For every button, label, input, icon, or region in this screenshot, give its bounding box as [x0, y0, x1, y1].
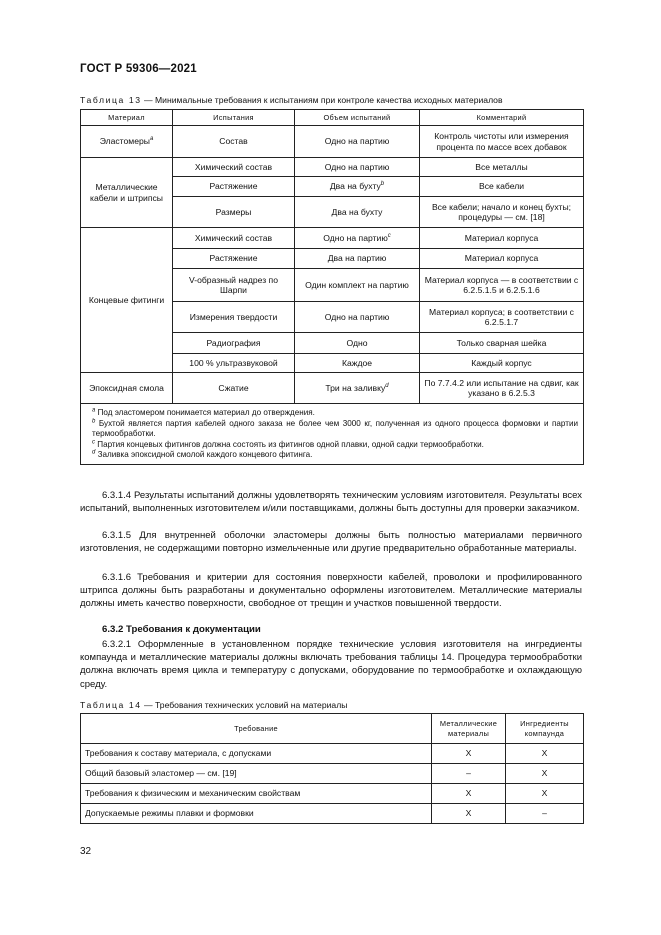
compound-cell: X — [506, 744, 584, 764]
volume-cell: Два на партию — [295, 249, 420, 269]
table14-label: Таблица 14 — [80, 700, 142, 710]
test-cell: Химический состав — [173, 228, 295, 249]
table-row — [81, 804, 584, 824]
table13-col-material: Материал — [81, 110, 173, 126]
material-cell: Эластомеры$^a$ — [81, 126, 173, 158]
table13-col-test: Испытания — [173, 110, 295, 126]
page-number: 32 — [80, 846, 92, 857]
table-row — [81, 764, 584, 784]
volume-cell: Одно на партию — [295, 302, 420, 333]
section-heading-6-3-2: 6.3.2 Требования к документации — [102, 624, 261, 635]
comment-cell: Материал корпуса — в соответствии с 6.2.5.1.5 и 6.2.5.1.6 — [420, 269, 584, 302]
compound-cell: X — [506, 764, 584, 784]
table-row — [81, 158, 584, 177]
paragraph-6-3-1-5: 6.3.1.5 Для внутренней оболочки эластомеры должны быть полностью материалами первичного изготовления, не содержащими повторно измельченные или другие предварительно обработанные материалы. — [80, 530, 582, 555]
table13-footnotes-row — [81, 404, 584, 465]
volume-cell: Один комплект на партию — [295, 269, 420, 302]
table13-footnotes — [81, 404, 584, 465]
table13-label: Таблица 13 — [80, 95, 142, 105]
table-row — [81, 784, 584, 804]
volume-cell: Одно на партию — [295, 126, 420, 158]
requirement-cell: Требования к физическим и механическим свойствам — [81, 784, 432, 804]
table-row — [81, 744, 584, 764]
paragraph-6-3-1-6: 6.3.1.6 Требования и критерии для состояния поверхности кабелей, проволоки и профилированного штрипса должны быть разработаны и документально оформлены изготовителем. Металлические материалы должны иметь качество поверхности, свободное от трещин и участков повышенной твердости. — [80, 572, 582, 610]
volume-cell: Три на заливку$^d$ — [295, 373, 420, 404]
volume-cell: Два на бухту$^b$ — [295, 177, 420, 197]
footnote: $^a$ Под эластомером понимается материал до отверждения. — [92, 407, 315, 417]
test-cell: Растяжение — [173, 249, 295, 269]
requirement-cell: Допускаемые режимы плавки и формовки — [81, 804, 432, 824]
material-cell: Металлические кабели и штрипсы — [81, 158, 173, 228]
comment-cell: Материал корпуса — [420, 228, 584, 249]
footnote: $^b$ Бухтой является партия кабелей одного заказа не более чем 3000 кг, полученная из одного процесса формовки и партии термообработки. — [92, 417, 578, 439]
compound-cell: – — [506, 804, 584, 824]
table14-header-row — [81, 714, 584, 744]
comment-cell: Контроль чистоты или измерения процента по массе всех добавок — [420, 126, 584, 158]
metal-cell: – — [432, 764, 506, 784]
comment-cell: Материал корпуса — [420, 249, 584, 269]
material-cell: Эпоксидная смола — [81, 373, 173, 404]
test-cell: Размеры — [173, 197, 295, 228]
comment-cell: Только сварная шейка — [420, 333, 584, 354]
table14-title: — Требования технических условий на материалы — [141, 700, 348, 710]
requirement-cell: Требования к составу материала, с допусками — [81, 744, 432, 764]
metal-cell: X — [432, 804, 506, 824]
table14-col-compound: Ингредиенты компаунда — [506, 714, 584, 744]
volume-cell: Одно на партию — [295, 158, 420, 177]
table14-col-metal: Металлические материалы — [432, 714, 506, 744]
test-cell: Растяжение — [173, 177, 295, 197]
comment-cell: Материал корпуса; в соответствии с 6.2.5.1.7 — [420, 302, 584, 333]
comment-cell: Все металлы — [420, 158, 584, 177]
compound-cell: X — [506, 784, 584, 804]
comment-cell: Каждый корпус — [420, 354, 584, 373]
comment-cell: По 7.7.4.2 или испытание на сдвиг, как указано в 6.2.5.3 — [420, 373, 584, 404]
table13-header-row — [81, 110, 584, 126]
volume-cell: Одно — [295, 333, 420, 354]
volume-cell: Одно на партию$^c$ — [295, 228, 420, 249]
footnote: $^c$ Партия концевых фитингов должна состоять из фитингов одной плавки, одной садки термообработки. — [92, 439, 484, 449]
table14 — [80, 713, 584, 824]
comment-cell: Все кабели; начало и конец бухты; процедуры — см. [18] — [420, 197, 584, 228]
table13 — [80, 109, 584, 465]
test-cell: Измерения твердости — [173, 302, 295, 333]
table14-caption — [80, 700, 347, 710]
paragraph-6-3-2-1: 6.3.2.1 Оформленные в установленном порядке технические условия изготовителя на ингредиенты компаунда и металлические материалы должны включать требования таблицы 14. Процедура термообработки должна включать время цикла и температуру с допусками, оборудование по термообработке и охлаждающую среду. — [80, 639, 582, 690]
document-id: ГОСТ Р 59306—2021 — [80, 63, 197, 75]
test-cell: V-образный надрез по Шарпи — [173, 269, 295, 302]
volume-cell: Два на бухту — [295, 197, 420, 228]
material-cell: Концевые фитинги — [81, 228, 173, 373]
table13-title: — Минимальные требования к испытаниям при контроле качества исходных материалов — [141, 95, 503, 105]
table13-col-volume: Объем испытаний — [295, 110, 420, 126]
table14-col-requirement: Требование — [81, 714, 432, 744]
table-row — [81, 126, 584, 158]
requirement-cell: Общий базовый эластомер — см. [19] — [81, 764, 432, 784]
test-cell: Состав — [173, 126, 295, 158]
paragraph-6-3-1-4: 6.3.1.4 Результаты испытаний должны удовлетворять техническим условиям изготовителя. Результаты всех испытаний, выполненных изготовителем и/или поставщиками, должны быть доступны для проверки заказчиком. — [80, 490, 582, 515]
table-row — [81, 228, 584, 249]
table-row — [81, 373, 584, 404]
test-cell: Химический состав — [173, 158, 295, 177]
test-cell: 100 % ультразвуковой — [173, 354, 295, 373]
test-cell: Сжатие — [173, 373, 295, 404]
table13-caption — [80, 95, 503, 105]
table13-col-comment: Комментарий — [420, 110, 584, 126]
test-cell: Радиография — [173, 333, 295, 354]
volume-cell: Каждое — [295, 354, 420, 373]
metal-cell: X — [432, 744, 506, 764]
comment-cell: Все кабели — [420, 177, 584, 197]
footnote: $^d$ Заливка эпоксидной смолой каждого концевого фитинга. — [92, 449, 313, 460]
metal-cell: X — [432, 784, 506, 804]
